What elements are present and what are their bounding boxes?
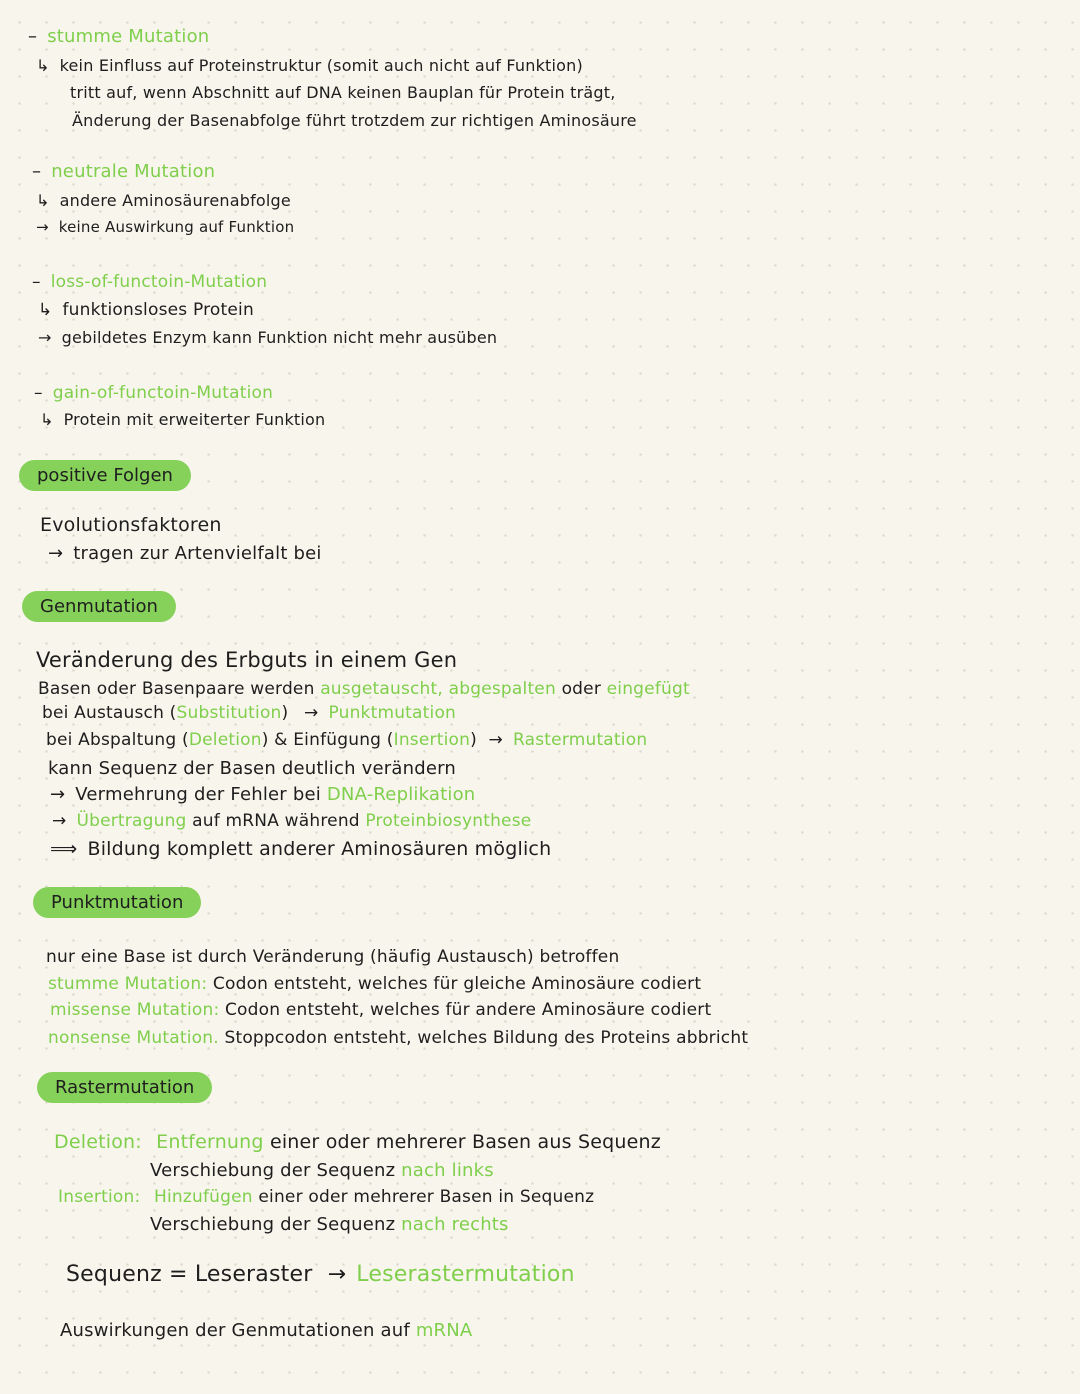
gain-text-1: Protein mit erweiterter Funktion: [63, 410, 326, 429]
gen-l4c: ) & Einfügung (: [261, 730, 394, 750]
gen-l7a: Übertragung: [76, 811, 187, 831]
punkt-line2: [48, 974, 701, 994]
insertion-d: nach rechts: [401, 1214, 509, 1235]
deletion-label: Deletion:: [54, 1131, 142, 1153]
insertion-label: Insertion:: [58, 1187, 141, 1207]
arrow-right-icon: →: [303, 703, 319, 723]
gen-line5: kann Sequenz der Basen deutlich verändern: [48, 758, 456, 779]
gen-l3d: Punktmutation: [328, 703, 457, 723]
stumme-line1: [36, 56, 583, 75]
auswirkungen-b: mRNA: [415, 1320, 473, 1341]
raster-deletion-line2: [150, 1160, 494, 1181]
gen-l4f: Rastermutation: [512, 730, 648, 750]
loss-line1: [38, 300, 254, 320]
gen-l7c: Proteinbiosynthese: [365, 811, 532, 831]
gen-l8: Bildung komplett anderer Aminosäuren möglich: [87, 838, 552, 860]
gen-l6b: DNA-Replikation: [326, 784, 476, 805]
arrow-right-icon: →: [50, 784, 66, 805]
loss-title: loss-of-functoin-Mutation: [50, 272, 268, 292]
hook-arrow-icon: ↳: [40, 410, 54, 429]
hook-arrow-icon: ↳: [36, 191, 50, 210]
arrow-right-icon: →: [52, 811, 67, 831]
neutrale-text-2: keine Auswirkung auf Funktion: [58, 218, 295, 236]
dash-bullet: –: [32, 161, 42, 182]
neutrale-line1: [36, 191, 291, 210]
stumme-title: stumme Mutation: [47, 26, 210, 47]
arrow-right-icon: →: [488, 730, 503, 750]
dash-bullet: –: [34, 383, 43, 403]
punkt-l3b: Codon entsteht, welches für andere Aminosäure codiert: [224, 1000, 712, 1020]
neutrale-heading: [32, 161, 215, 182]
stumme-text-1: kein Einfluss auf Proteinstruktur (somit auch nicht auf Funktion): [59, 56, 583, 75]
punkt-l4a: nonsense Mutation.: [48, 1028, 219, 1048]
arrow-right-icon: →: [327, 1262, 347, 1287]
gen-l4d: Insertion: [393, 730, 471, 750]
rastermutation-badge: Rastermutation: [37, 1072, 212, 1103]
gen-l2d: eingefügt: [606, 679, 690, 699]
positive-line2: [48, 543, 322, 564]
sequenz-a: Sequenz = Leseraster: [66, 1262, 313, 1287]
gen-l4b: Deletion: [188, 730, 262, 750]
neutrale-line2: [36, 218, 294, 236]
positive-folgen-badge: positive Folgen: [19, 460, 191, 491]
positive-line1: Evolutionsfaktoren: [40, 514, 222, 536]
neutrale-title: neutrale Mutation: [51, 161, 216, 182]
gen-l3a: bei Austausch (: [42, 703, 177, 723]
punkt-line3: [50, 1000, 711, 1020]
gen-l2b: ausgetauscht, abgespalten: [320, 679, 556, 699]
gen-line8: [50, 838, 551, 860]
gain-line1: [40, 410, 325, 429]
dash-bullet: –: [28, 26, 38, 47]
gen-l4e: ): [470, 730, 477, 750]
dash-bullet: –: [32, 272, 41, 292]
hook-arrow-icon: ↳: [36, 56, 50, 75]
punkt-l2a: stumme Mutation:: [48, 974, 208, 994]
hook-arrow-icon: ↳: [38, 300, 53, 320]
insertion-c: Verschiebung der Sequenz: [150, 1214, 396, 1235]
auswirkungen-a: Auswirkungen der Genmutationen auf: [60, 1320, 410, 1341]
raster-sequenz-line: [66, 1262, 575, 1287]
gen-l2a: Basen oder Basenpaare werden: [38, 679, 315, 699]
gen-line6: [50, 784, 475, 805]
neutrale-text-1: andere Aminosäurenabfolge: [59, 191, 291, 210]
loss-heading: [32, 272, 267, 292]
raster-deletion-line1: [54, 1131, 661, 1153]
stumme-line2: tritt auf, wenn Abschnitt auf DNA keinen Bauplan für Protein trägt,: [70, 83, 616, 102]
gen-line4: [46, 730, 647, 750]
gen-l2c: oder: [561, 679, 602, 699]
insertion-a: Hinzufügen: [154, 1187, 253, 1207]
gen-l3b: Substitution: [176, 703, 282, 723]
loss-text-1: funktionsloses Protein: [62, 300, 254, 320]
genmutation-badge: Genmutation: [22, 591, 176, 622]
arrow-right-icon: →: [48, 543, 64, 564]
raster-insertion-line2: [150, 1214, 509, 1235]
punkt-line4: [48, 1028, 748, 1048]
gen-line2: [38, 679, 690, 699]
gen-l6a: Vermehrung der Fehler bei: [75, 784, 321, 805]
punktmutation-badge: Punktmutation: [33, 887, 201, 918]
gen-l3c: ): [281, 703, 289, 723]
raster-auswirkungen-line: [60, 1320, 472, 1341]
punkt-l4b: Stoppcodon entsteht, welches Bildung des Proteins abbricht: [224, 1028, 749, 1048]
gain-heading: [34, 383, 273, 403]
deletion-a: Entfernung: [156, 1131, 264, 1153]
deletion-c: Verschiebung der Sequenz: [150, 1160, 396, 1181]
gen-line3: [42, 703, 456, 723]
raster-insertion-line1: [58, 1187, 594, 1207]
punkt-l3a: missense Mutation:: [50, 1000, 220, 1020]
stumme-heading: [28, 26, 209, 47]
positive-text-2: tragen zur Artenvielfalt bei: [73, 543, 322, 564]
stumme-line3: Änderung der Basenabfolge führt trotzdem zur richtigen Aminosäure: [72, 111, 637, 130]
gen-line7: [52, 811, 531, 831]
deletion-d: nach links: [401, 1160, 494, 1181]
insertion-b: einer oder mehrerer Basen in Sequenz: [258, 1187, 595, 1207]
gen-l4a: bei Abspaltung (: [46, 730, 189, 750]
sequenz-b: Leserastermutation: [356, 1262, 575, 1287]
arrow-right-icon: →: [36, 218, 49, 236]
punkt-line1: nur eine Base ist durch Veränderung (häufig Austausch) betroffen: [46, 947, 620, 967]
loss-text-2: gebildetes Enzym kann Funktion nicht mehr ausüben: [61, 328, 498, 347]
arrow-right-icon: →: [38, 328, 52, 347]
loss-line2: [38, 328, 497, 347]
punkt-l2b: Codon entsteht, welches für gleiche Aminosäure codiert: [212, 974, 702, 994]
deletion-b: einer oder mehrerer Basen aus Sequenz: [269, 1131, 661, 1153]
gen-line1: Veränderung des Erbguts in einem Gen: [36, 648, 458, 672]
double-arrow-icon: ⟹: [50, 838, 78, 860]
gen-l7b: auf mRNA während: [192, 811, 360, 831]
gain-title: gain-of-functoin-Mutation: [52, 383, 274, 403]
